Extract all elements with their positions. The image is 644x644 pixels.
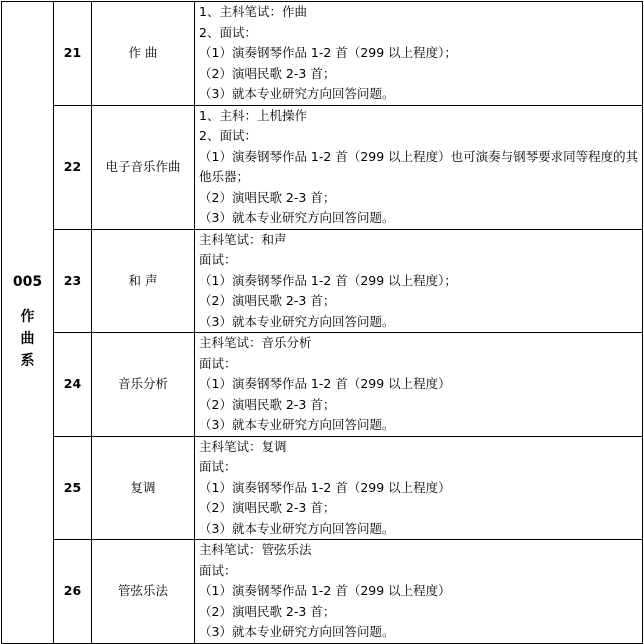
requirement-line: （3）就本专业研究方向回答问题。 [199, 417, 395, 432]
requirements-cell [195, 333, 643, 437]
requirement-line: （1）演奏钢琴作品 1-2 首（299 以上程度） [199, 376, 451, 391]
requirement-line: （2）演唱民歌 2-3 首； [199, 65, 336, 81]
requirement-line: （2）演唱民歌 2-3 首； [199, 500, 336, 515]
major-number: 22 [54, 105, 92, 229]
requirements-cell [195, 436, 643, 540]
requirement-line: （3）就本专业研究方向回答问题。 [199, 520, 395, 536]
major-number: 26 [54, 540, 92, 644]
requirement-line: 1、主科笔试：作曲 [199, 4, 307, 19]
major-number: 24 [54, 333, 92, 437]
requirement-line: （2）演唱民歌 2-3 首； [199, 603, 336, 619]
requirement-line: （1）演奏钢琴作品 1-2 首（299 以上程度） [199, 583, 451, 598]
requirement-line: 主科笔试：和声 [199, 231, 287, 247]
requirement-line: （1）演奏钢琴作品 1-2 首（299 以上程度）； [199, 272, 457, 288]
requirement-line: 2、面试： [199, 24, 257, 40]
department-code: 005 [12, 274, 43, 291]
major-name: 管弦乐法 [92, 540, 195, 644]
major-name: 电子音乐作曲 [92, 105, 195, 229]
requirements-cell [195, 105, 643, 229]
requirement-line: 面试： [199, 459, 237, 474]
major-name: 作 曲 [92, 2, 195, 106]
table-row [2, 540, 643, 644]
table-row [2, 229, 643, 333]
major-name: 复调 [92, 436, 195, 540]
requirement-line: 主科笔试：复调 [199, 438, 287, 454]
exam-requirements-table [1, 1, 643, 644]
department-cell [2, 2, 54, 644]
requirement-line: 面试： [199, 252, 237, 267]
department-name-char: 作 [20, 309, 35, 326]
major-number: 21 [54, 2, 92, 106]
requirement-line: （2）演唱民歌 2-3 首； [199, 396, 336, 412]
table-row [2, 105, 643, 229]
requirement-line: （3）就本专业研究方向回答问题。 [199, 624, 395, 639]
table-row [2, 333, 643, 437]
requirement-line: （2）演唱民歌 2-3 首； [199, 189, 336, 205]
requirement-line: 主科笔试：管弦乐法 [199, 542, 312, 557]
major-name: 和 声 [92, 229, 195, 333]
requirements-cell [195, 2, 643, 106]
requirements-cell [195, 229, 643, 333]
major-name: 音乐分析 [92, 333, 195, 437]
requirement-line: 1、主科：上机操作 [199, 107, 307, 123]
department-name-char: 系 [20, 353, 35, 370]
requirements-cell [195, 540, 643, 644]
requirement-line: （2）演唱民歌 2-3 首； [199, 293, 336, 308]
table-row [2, 2, 643, 106]
requirement-line: 主科笔试：音乐分析 [199, 335, 312, 350]
requirement-line: （1）演奏钢琴作品 1-2 首（299 以上程度）也可演奏与钢琴要求同等程度的其他乐器； [199, 148, 639, 184]
requirement-line: （1）演奏钢琴作品 1-2 首（299 以上程度）； [199, 45, 457, 60]
requirement-line: 2、面试： [199, 128, 257, 143]
requirement-line: （3）就本专业研究方向回答问题。 [199, 86, 395, 101]
major-number: 25 [54, 436, 92, 540]
table-row [2, 436, 643, 540]
requirement-line: （1）演奏钢琴作品 1-2 首（299 以上程度） [199, 479, 451, 495]
requirement-line: （3）就本专业研究方向回答问题。 [199, 313, 395, 329]
requirement-line: 面试： [199, 355, 237, 371]
requirement-line: （3）就本专业研究方向回答问题。 [199, 210, 395, 225]
requirement-line: 面试： [199, 562, 237, 578]
major-number: 23 [54, 229, 92, 333]
department-name-char: 曲 [20, 331, 35, 348]
